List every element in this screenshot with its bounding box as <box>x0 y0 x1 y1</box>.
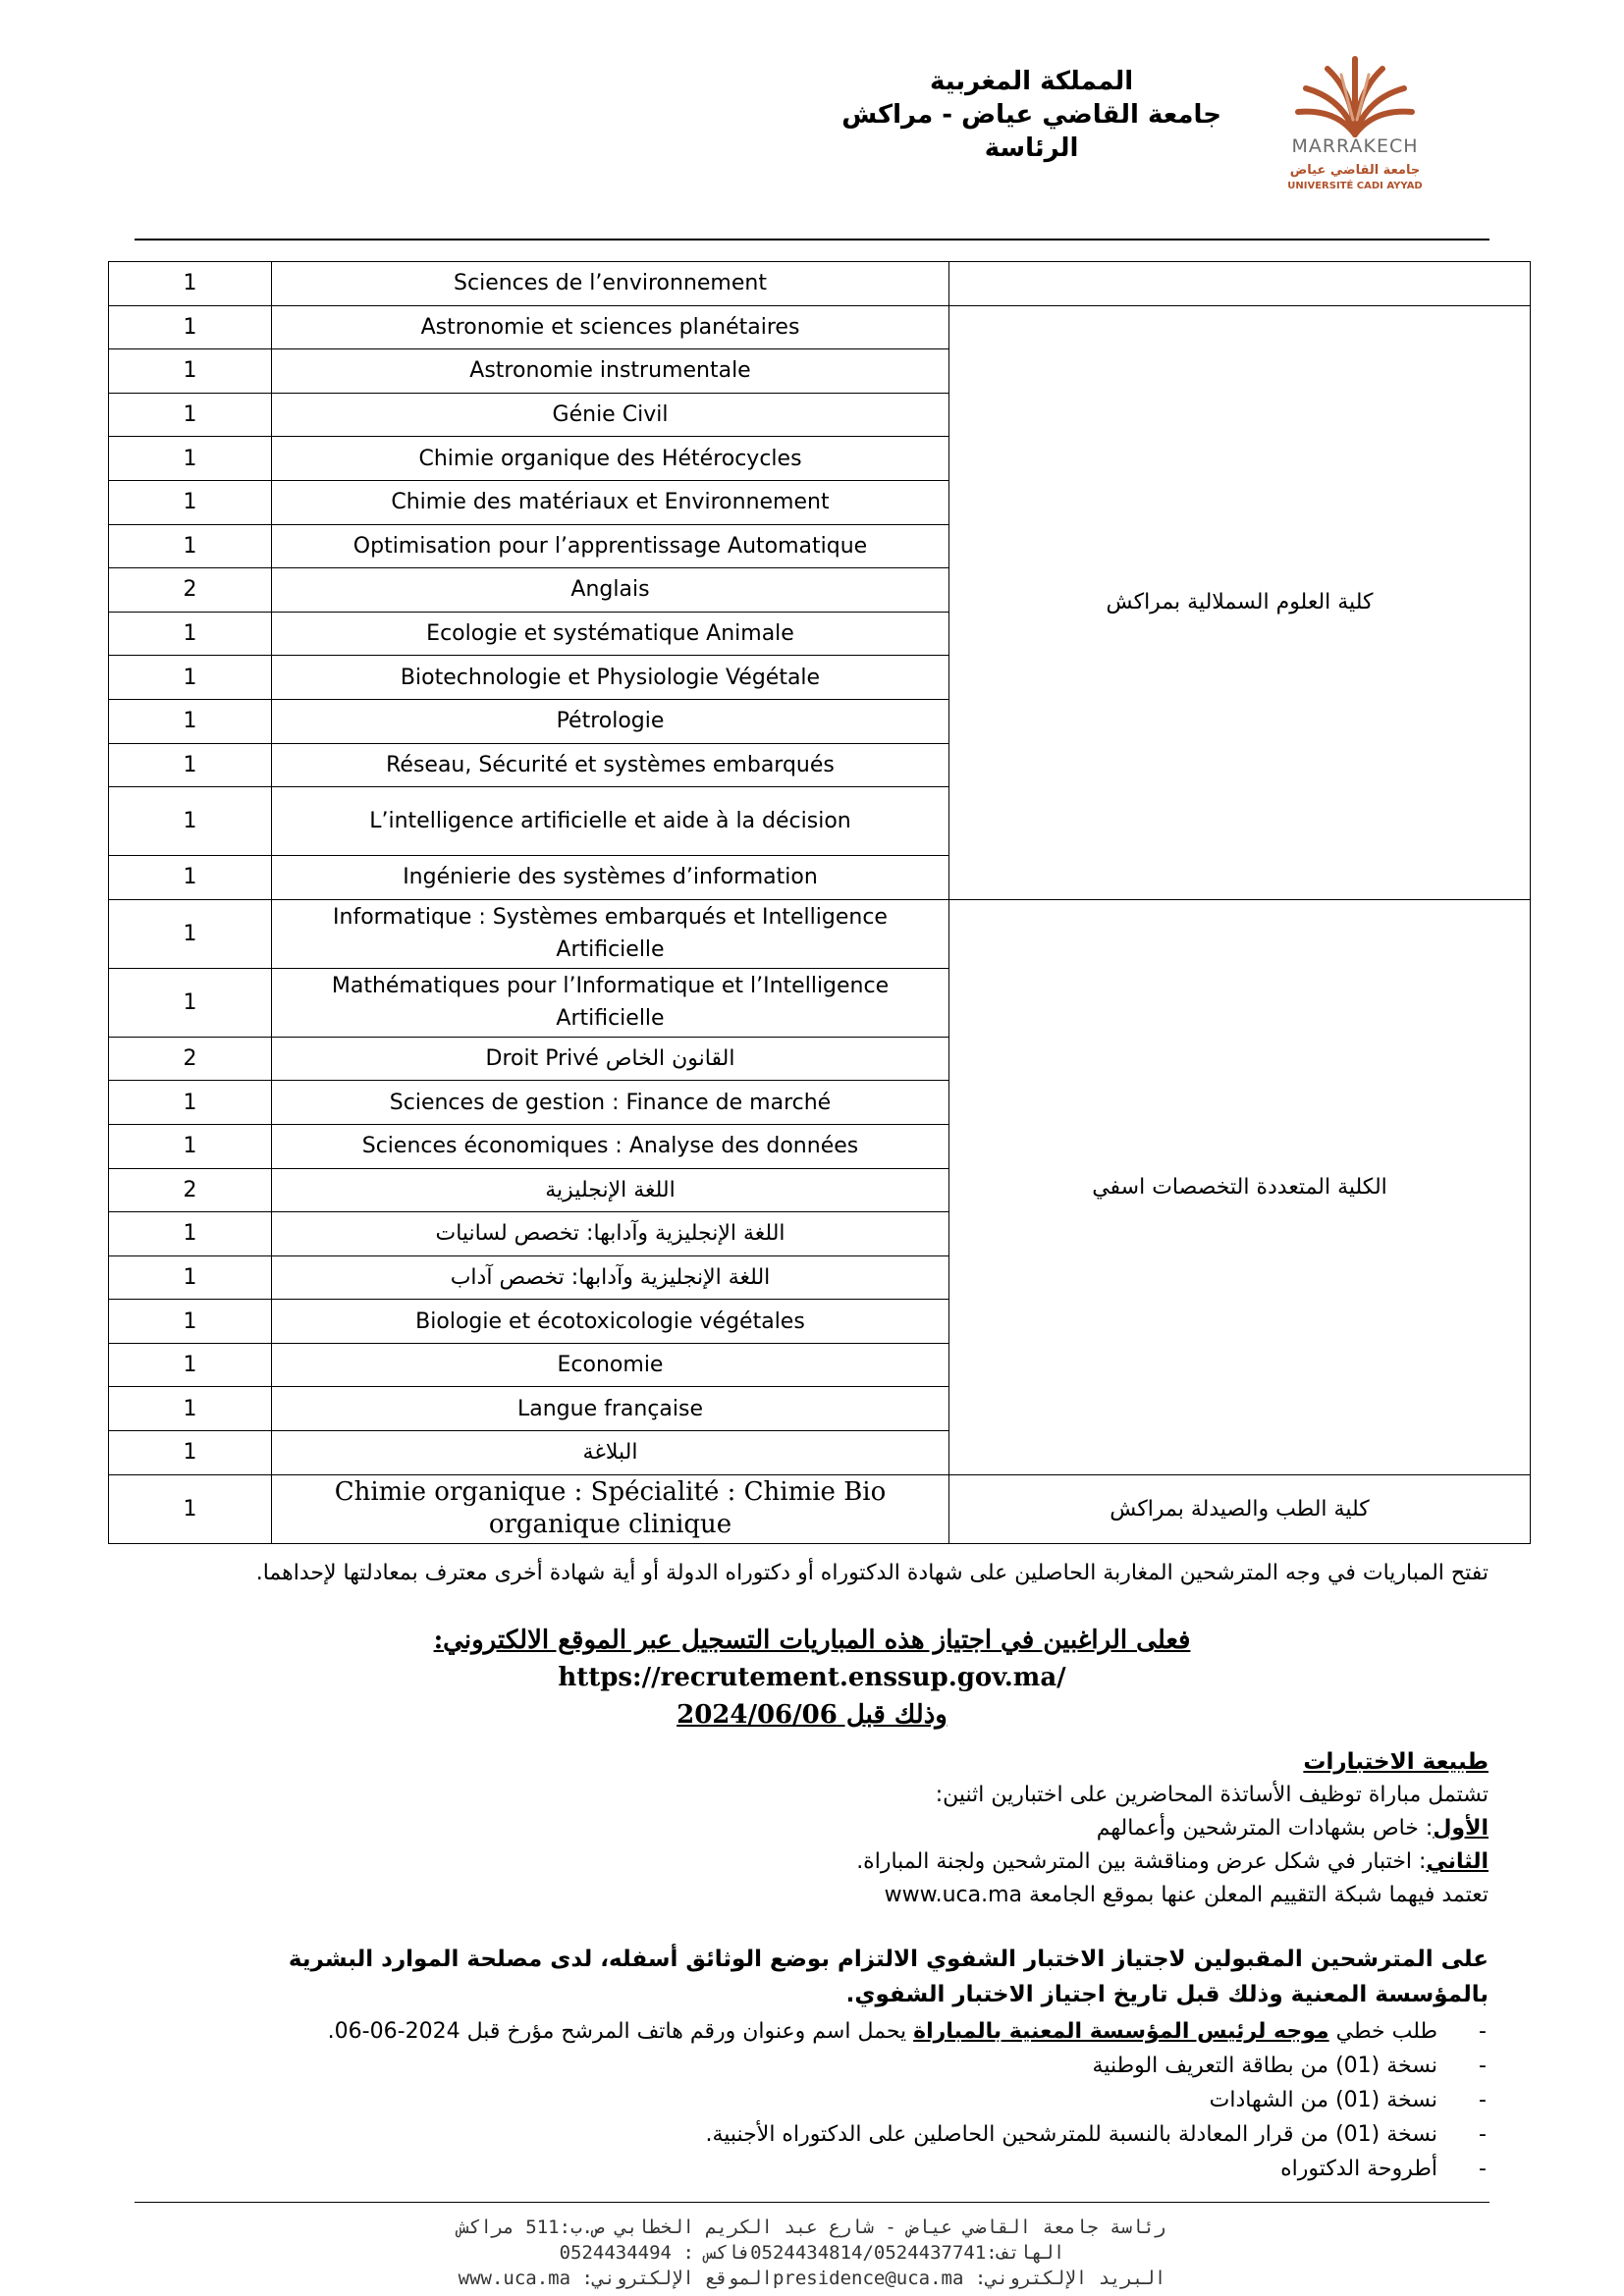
post-count-cell: 1 <box>109 1343 272 1387</box>
post-count-cell: 1 <box>109 1387 272 1431</box>
registration-instruction: فعلى الراغبين في اجتياز هذه المباريات التسجيل عبر الموقع الالكتروني: <box>433 1626 1191 1655</box>
exam-intro: تشتمل مباراة توظيف الأساتذة المحاضرين على اختبارين اثنين: <box>935 1783 1489 1807</box>
post-count-cell: 1 <box>109 1255 272 1300</box>
specialty-cell: Chimie organique : Spécialité : Chimie Bio organique clinique <box>272 1474 949 1543</box>
post-count-cell: 1 <box>109 787 272 856</box>
post-count-cell: 2 <box>109 568 272 613</box>
oral-exam-notice: على المترشحين المقبولين لاجتياز الاختبار الشفوي الالتزام بوضع الوثائق أسفله، لدى مصلحة الموارد البشرية بالمؤسسة المعنية وذلك قبل تاريخ اجتياز الاختبار الشفوي. <box>288 1947 1489 2007</box>
document-footer <box>0 2215 1624 2291</box>
post-count-cell: 1 <box>109 1431 272 1475</box>
specialty-cell: Astronomie et sciences planétaires <box>272 305 949 349</box>
required-documents-list <box>327 2014 1487 2186</box>
post-count-cell: 1 <box>109 437 272 481</box>
post-count-cell: 1 <box>109 524 272 568</box>
post-count-cell: 1 <box>109 612 272 656</box>
presidency-line: الرئاسة <box>984 133 1079 163</box>
document-header <box>0 0 1624 245</box>
list-item: - نسخة (01) من قرار المعادلة بالنسبة للمترشحين الحاصلين على الدكتوراه الأجنبية. <box>705 2122 1487 2147</box>
exam-first <box>856 1812 1489 1845</box>
specialty-cell: Chimie des matériaux et Environnement <box>272 480 949 524</box>
logo-arabic-name: جامعة القاضي عياض <box>1289 163 1421 178</box>
post-count-cell: 2 <box>109 1037 272 1081</box>
table-row <box>109 1474 1531 1543</box>
specialty-cell: Droit Privé القانون الخاص <box>272 1037 949 1081</box>
registration-deadline: وذلك قبل 2024/06/06 <box>677 1700 947 1730</box>
post-count-cell: 1 <box>109 1081 272 1125</box>
specialty-cell: Astronomie instrumentale <box>272 349 949 394</box>
specialty-cell: Sciences de l’environnement <box>272 262 949 306</box>
footer-contact: البريد الإلكتروني: presidence@uca.maالموقع الإلكتروني: www.uca.ma <box>458 2268 1166 2289</box>
post-count-cell: 1 <box>109 856 272 900</box>
post-count-cell: 1 <box>109 349 272 394</box>
list-item: - أطروحة الدكتوراه <box>1280 2157 1487 2181</box>
specialty-cell: Ingénierie des systèmes d’information <box>272 856 949 900</box>
specialty-cell: Biotechnologie et Physiologie Végétale <box>272 656 949 700</box>
post-count-cell: 1 <box>109 899 272 968</box>
post-count-cell: 1 <box>109 699 272 743</box>
exam-second <box>856 1845 1489 1879</box>
post-count-cell: 1 <box>109 1212 272 1256</box>
specialty-cell: L’intelligence artificielle et aide à la décision <box>272 787 949 856</box>
specialty-cell: Chimie organique des Hétérocycles <box>272 437 949 481</box>
post-count-cell: 1 <box>109 743 272 787</box>
specialty-cell: اللغة الإنجليزية وآدابها: تخصص آداب <box>272 1255 949 1300</box>
logo-wordmark: MARRAKECH <box>1291 135 1419 157</box>
exam-second-text: : اختبار في شكل عرض ومناقشة بين المترشحين ولجنة المباراة. <box>856 1849 1427 1874</box>
post-count-cell: 1 <box>109 656 272 700</box>
specialty-cell: Mathématiques pour l’Informatique et l’Intelligence Artificielle <box>272 968 949 1037</box>
footer-divider <box>135 2202 1489 2203</box>
exam-second-label: الثاني <box>1426 1849 1489 1874</box>
specialty-cell: Langue française <box>272 1387 949 1431</box>
establishment-cell <box>949 262 1531 306</box>
table-row <box>109 262 1531 306</box>
post-count-cell: 1 <box>109 1474 272 1543</box>
exam-heading: طبيعة الاختبارات <box>1303 1749 1489 1775</box>
specialty-cell: البلاغة <box>272 1431 949 1475</box>
exam-first-label: الأول <box>1433 1816 1489 1841</box>
eligibility-paragraph: تفتح المباريات في وجه المترشحين المغاربة الحاصلين على شهادة الدكتوراه أو دكتوراه الدولة أو أية شهادة أخرى معترف بمعادلتها لإحداهما. <box>255 1561 1489 1585</box>
exam-first-text: : خاص بشهادات المترشحين وأعمالهم <box>1096 1816 1434 1841</box>
table-row <box>109 305 1531 349</box>
post-count-cell: 1 <box>109 262 272 306</box>
specialty-cell: Informatique : Systèmes embarqués et Intelligence Artificielle <box>272 899 949 968</box>
specialty-cell: Sciences de gestion : Finance de marché <box>272 1081 949 1125</box>
specialty-cell: Réseau, Sécurité et systèmes embarqués <box>272 743 949 787</box>
specialty-cell: Pétrologie <box>272 699 949 743</box>
list-item: - نسخة (01) من الشهادات <box>1209 2088 1487 2112</box>
registration-url-link[interactable]: https://recrutement.enssup.gov.ma/ <box>558 1663 1066 1692</box>
university-logo <box>1276 51 1434 208</box>
exam-grid-note: تعتمد فيهما شبكة التقييم المعلن عنها بموقع الجامعة www.uca.ma <box>884 1883 1489 1907</box>
footer-address: رئاسة جامعة القاضي عياض - شارع عبد الكريم الخطابي ص.ب:511 مراكش <box>458 2216 1166 2238</box>
post-count-cell: 1 <box>109 968 272 1037</box>
list-item: - نسخة (01) من بطاقة التعريف الوطنية <box>1092 2054 1487 2078</box>
specialty-cell: Economie <box>272 1343 949 1387</box>
post-count-cell: 1 <box>109 1124 272 1168</box>
specialty-cell: Anglais <box>272 568 949 613</box>
table-row <box>109 899 1531 968</box>
specialty-cell: Génie Civil <box>272 393 949 437</box>
specialty-cell: Optimisation pour l’apprentissage Automatique <box>272 524 949 568</box>
registration-block <box>0 1622 1624 1734</box>
post-count-cell: 1 <box>109 480 272 524</box>
specialty-cell: Sciences économiques : Analyse des données <box>272 1124 949 1168</box>
post-count-cell: 1 <box>109 305 272 349</box>
specialty-cell: اللغة الإنجليزية وآدابها: تخصص لسانيات <box>272 1212 949 1256</box>
list-item: - طلب خطي موجه لرئيس المؤسسة المعنية بالمباراة يحمل اسم وعنوان ورقم هاتف المرشح مؤرخ قبل 2024-06-06. <box>327 2019 1487 2044</box>
specialty-cell: اللغة الإنجليزية <box>272 1168 949 1212</box>
establishment-cell: الكلية المتعددة التخصصات اسفي <box>949 899 1531 1474</box>
post-count-cell: 1 <box>109 393 272 437</box>
footer-phone: الهاتف:0524434814/0524437741فاكس : 0524434494 <box>559 2242 1065 2264</box>
establishment-cell: كلية العلوم السملالية بمراكش <box>949 305 1531 899</box>
palm-fan-icon <box>1276 51 1434 139</box>
specialty-cell: Biologie et écotoxicologie végétales <box>272 1300 949 1344</box>
logo-french-name: UNIVERSITÉ CADI AYYAD <box>1287 181 1423 191</box>
university-line: جامعة القاضي عياض - مراكش <box>841 100 1221 130</box>
institution-title <box>841 65 1221 165</box>
exam-description <box>856 1745 1489 1912</box>
specialty-cell: Ecologie et systématique Animale <box>272 612 949 656</box>
kingdom-line: المملكة المغربية <box>930 67 1134 96</box>
establishment-cell: كلية الطب والصيدلة بمراكش <box>949 1474 1531 1543</box>
positions-table <box>108 261 1531 1544</box>
post-count-cell: 2 <box>109 1168 272 1212</box>
header-divider <box>135 239 1489 240</box>
post-count-cell: 1 <box>109 1300 272 1344</box>
